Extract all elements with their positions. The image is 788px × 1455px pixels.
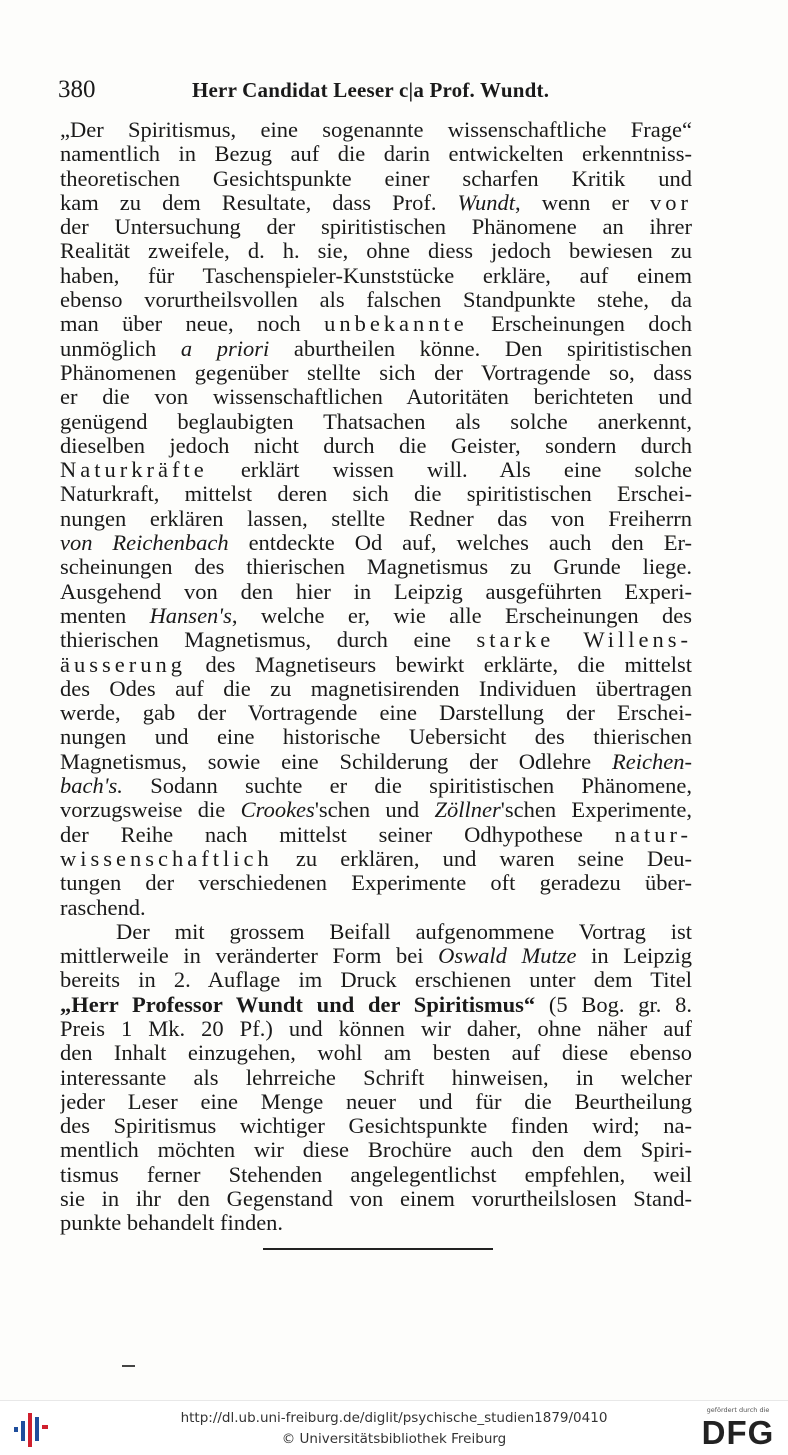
- text-run: Preis 1 Mk. 20 Pf.) und können wir daher, ohne näher auf: [60, 1016, 692, 1041]
- margin-dash: [122, 1365, 135, 1367]
- text-run: des Magnetiseurs bewirkt erklärte, die mittelst: [185, 652, 692, 677]
- text-run: den Inhalt einzugehen, wohl am besten auf diese ebenso: [60, 1041, 692, 1066]
- text-run: jeder Leser eine Menge neuer und für die Beurtheilung: [60, 1089, 692, 1114]
- text-run: mentlich möchten wir diese Brochüre auch den dem Spiri-: [60, 1138, 692, 1163]
- italic-text: von Reichenbach: [60, 531, 229, 556]
- text-line: [60, 871, 692, 895]
- text-run: menten: [60, 603, 150, 628]
- text-line: [60, 1090, 692, 1114]
- text-run: Sodann suchte er die spiritistischen Phänomene,: [122, 774, 692, 799]
- spaced-text: starke Willens-: [476, 628, 692, 653]
- text-run: Realität zweifele, d. h. sie, ohne diess jedoch bewiesen zu: [60, 239, 692, 264]
- text-line: [60, 944, 692, 968]
- italic-text: Hansen's: [149, 603, 232, 628]
- text-line: [60, 507, 692, 531]
- text-line: [60, 798, 692, 822]
- text-line: [60, 896, 692, 920]
- text-line: [60, 774, 692, 798]
- italic-text: Reichen-: [612, 749, 692, 774]
- text-run: Naturkraft, mittelst deren sich die spiritistischen Erschei-: [60, 482, 692, 507]
- text-line: [60, 167, 692, 191]
- spaced-text: wissenschaftlich: [60, 846, 273, 871]
- text-line: [60, 1041, 692, 1065]
- text-run: ebenso vorurtheilsvollen als falschen Standpunkte stehe, da: [60, 288, 692, 313]
- text-run: namentlich in Bezug auf die darin entwickelten erkenntniss-: [60, 142, 692, 167]
- text-line: [60, 993, 692, 1017]
- section-end-rule: [263, 1248, 493, 1250]
- italic-text: Wundt: [457, 190, 516, 215]
- text-run: nungen erklären lassen, stellte Redner das von Freiherrn: [60, 506, 692, 531]
- text-line: [60, 628, 692, 652]
- text-line: [60, 434, 692, 458]
- text-line: [60, 1017, 692, 1041]
- text-line: [60, 701, 692, 725]
- text-line: [60, 118, 692, 142]
- text-run: des Odes auf die zu magnetisirenden Individuen übertragen: [60, 676, 692, 701]
- text-line: [60, 750, 692, 774]
- italic-text: Zöllner: [434, 798, 501, 823]
- text-run: , wenn er: [515, 190, 651, 215]
- svg-text:DFG: DFG: [701, 1415, 775, 1447]
- text-run: kam zu dem Resultate, dass Prof.: [60, 190, 458, 215]
- text-line: [60, 1138, 692, 1162]
- text-run: der Reihe nach mittelst seiner Odhypothese: [60, 822, 615, 847]
- text-run: punkte behandelt finden.: [60, 1211, 284, 1236]
- text-run: Ausgehend von den hier in Leipzig ausgeführten Experi-: [60, 579, 692, 604]
- italic-text: a priori: [180, 336, 270, 361]
- text-run: erklärt wissen will. Als eine solche: [207, 458, 692, 483]
- text-line: [60, 580, 692, 604]
- text-line: [60, 337, 692, 361]
- body-text: [60, 118, 692, 1236]
- text-run: des Spiritismus wichtiger Gesichtspunkte finden wird; na-: [60, 1114, 692, 1139]
- spaced-text: vor: [650, 190, 692, 215]
- text-run: interessante als lehrreiche Schrift hinweisen, in welcher: [60, 1065, 692, 1090]
- text-line: [60, 968, 692, 992]
- text-line: [60, 312, 692, 336]
- text-run: Erscheinungen doch: [467, 312, 692, 337]
- page-header: [58, 76, 554, 104]
- text-line: [60, 191, 692, 215]
- spaced-text: natur-: [614, 822, 692, 847]
- text-run: mittlerweile in veränderter Form bei: [60, 944, 439, 969]
- text-run: Magnetismus, sowie eine Schilderung der Odlehre: [60, 749, 613, 774]
- text-run: nungen und eine historische Uebersicht des thierischen: [60, 725, 692, 750]
- text-run: genügend beglaubigten Thatsachen als solche anerkennt,: [60, 409, 692, 434]
- text-run: unmöglich: [60, 336, 181, 361]
- dfg-logo: [696, 1415, 780, 1447]
- text-line: [60, 847, 692, 871]
- text-run: thierischen Magnetismus, durch eine: [60, 628, 477, 653]
- text-run: aburtheilen könne. Den spiritistischen: [269, 336, 692, 361]
- text-line: [60, 482, 692, 506]
- text-line: [60, 677, 692, 701]
- text-run: man über neue, noch: [60, 312, 325, 337]
- dfg-caption: gefördert durch die: [706, 1406, 770, 1414]
- text-line: [60, 823, 692, 847]
- text-run: tungen der verschiedenen Experimente oft geradezu über-: [60, 871, 692, 896]
- italic-text: bach's.: [60, 774, 123, 799]
- italic-text: Oswald Mutze: [438, 944, 577, 969]
- text-run: werde, gab der Vortragende eine Darstellung der Erschei-: [60, 701, 692, 726]
- spaced-text: unbekannte: [324, 312, 468, 337]
- text-run: scheinungen des thierischen Magnetismus zu Grunde liege.: [60, 555, 692, 580]
- text-run: haben, für Taschenspieler-Kunststücke erkläre, auf einem: [60, 263, 692, 288]
- text-run: 'schen und: [314, 798, 435, 823]
- text-run: bereits in 2. Auflage im Druck erschienen unter dem Titel: [60, 968, 692, 993]
- text-run: theoretischen Gesichtspunkte einer scharfen Kritik und: [60, 166, 692, 191]
- text-line: [60, 458, 692, 482]
- footer-url[interactable]: http://dl.ub.uni-freiburg.de/diglit/psychische_studien1879/0410: [180, 1410, 608, 1426]
- text-line: [60, 264, 692, 288]
- italic-text: Crookes: [240, 798, 315, 823]
- text-line: [60, 1114, 692, 1138]
- text-line: [60, 1211, 692, 1235]
- text-line: [60, 1163, 692, 1187]
- text-line: [60, 385, 692, 409]
- text-run: 'schen Experimente,: [500, 798, 692, 823]
- text-line: [60, 142, 692, 166]
- spaced-text: Naturkräfte: [60, 458, 208, 483]
- text-run: dieselben jedoch nicht durch die Geister, sondern durch: [60, 433, 692, 458]
- text-line: [60, 604, 692, 628]
- text-run: , welche er, wie alle Erscheinungen des: [231, 603, 692, 628]
- text-run: (5 Bog. gr. 8.: [535, 992, 692, 1017]
- text-line: [60, 531, 692, 555]
- footer-copyright: © Universitätsbibliothek Freiburg: [281, 1431, 507, 1447]
- running-title: Herr Candidat Leeser c|a Prof. Wundt.: [192, 78, 550, 102]
- text-line: [60, 288, 692, 312]
- page-number: 380: [58, 76, 96, 103]
- text-line: [60, 215, 692, 239]
- text-run: zu erklären, und waren seine Deu-: [272, 846, 692, 871]
- text-run: tismus ferner Stehenden angelegentlichst empfehlen, weil: [60, 1162, 692, 1187]
- text-run: der Untersuchung der spiritistischen Phänomene an ihrer: [60, 215, 692, 240]
- text-line: [60, 410, 692, 434]
- text-run: sie in ihr den Gegenstand von einem vorurtheilslosen Stand-: [60, 1187, 692, 1212]
- bold-text: „Herr Professor Wundt und der Spiritismus“: [60, 992, 536, 1017]
- text-line: [60, 239, 692, 263]
- text-line: [60, 1187, 692, 1211]
- spaced-text: äusserung: [60, 652, 186, 677]
- text-run: Der mit grossem Beifall aufgenommene Vortrag ist: [116, 919, 692, 944]
- text-run: „Der Spiritismus, eine sogenannte wissenschaftliche Frage“: [60, 118, 692, 142]
- text-run: er die von wissenschaftlichen Autoritäten berichteten und: [60, 385, 692, 410]
- text-line: [60, 1066, 692, 1090]
- text-line: [60, 555, 692, 579]
- text-line: [60, 361, 692, 385]
- text-line: [60, 653, 692, 677]
- text-run: in Leipzig: [576, 944, 692, 969]
- text-run: raschend.: [60, 895, 146, 920]
- text-line: [60, 920, 692, 944]
- text-run: Phänomenen gegenüber stellte sich der Vortragende so, dass: [60, 360, 692, 385]
- text-line: [60, 725, 692, 749]
- text-run: entdeckte Od auf, welches auch den Er-: [228, 531, 692, 556]
- footer-bar: [0, 1400, 788, 1455]
- text-run: vorzugsweise die: [60, 798, 241, 823]
